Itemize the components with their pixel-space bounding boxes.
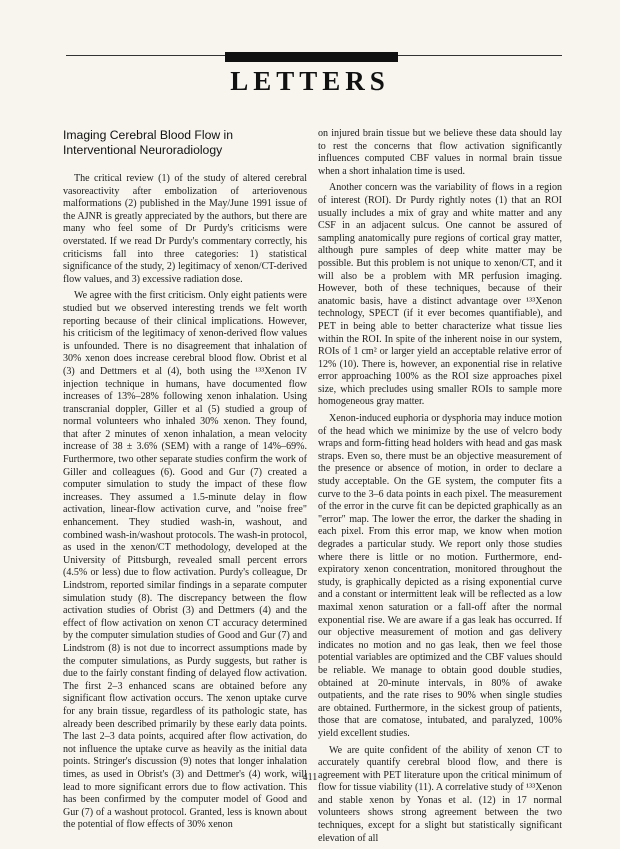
left-column bbox=[63, 128, 307, 836]
article-title: Imaging Cerebral Blood Flow in Interventional Neuroradiology bbox=[63, 128, 234, 157]
paragraph: Xenon-induced euphoria or dysphoria may induce motion of the head which we minimize by the use of velcro body wraps and form-fitting head holders with head and gas mask straps. Even so, there must be an objective measurement of the presence or absence of motion, in order to declare a study acceptable. On the GE system, the computer fits a curve to the 3–6 data points in each pixel. The measurement of the error in the curve fit can be depicted graphically as an "error" map. The lower the error, the darker the shading in each pixel. From this error map, we know when motion degrades a particular study. We report only those studies where there is little or no motion. Furthermore, end-expiratory xenon concentration, monitored throughout the study, is graphically depicted as a rising exponential curve and a constant or intermittent leak will be reflected as a low maximal xenon saturation or a fall-off after the normal exponential rise. We are aware if a gas leak has occurred. If our objective measurement of motion and gas delivery indicates no motion and no gas leak, then we feel those potential variables are optimized and the CBF values should be reliable. We manage to obtain good double studies, obtained at 20-minute intervals, in 80% of awake outpatients, and the rate rises to 90% when single studies are obtained. Furthermore, in the sickest group of patients, those that are comatose, intubated, and paralyzed, 100% yield excellent studies. bbox=[318, 413, 562, 739]
right-column bbox=[318, 128, 562, 849]
paragraph: We agree with the first criticism. Only eight patients were studied but we observed interesting trends we felt worth reporting because of their clinical implications. However, his criticism of the legitimacy of xenon-derived flow values is unfounded. There is no disagreement that inhalation of 30% xenon does increase cerebral blood flow. Obrist et al (3) and Dettmers et al (4), both using the ¹³³Xenon IV injection technique in humans, have documented flow increases of 13%–28% following xenon inhalation. Using transcranial doppler, Giller et al (5) studied a group of normal volunteers who inhaled 30% xenon. They found, that after 2 minutes of xenon inhalation, a mean velocity increase of 38 ± 3.6% (SEM) with a range of 14%–69%. Furthermore, two other separate studies confirm the work of Giller and colleagues (6). Good and Gur (7) created a computer simulation to study the impact of these flow increases. They assumed a 1.5-minute delay in flow activation, linear-flow activation curve, and "noise free" enhancement. They studied wash-in, washout, and combined wash-in/washout protocols. The wash-in protocol, as used in the xenon/CT methodology, developed at the University of Pittsburgh, revealed small percent errors (4.5% or less) due to flow activation. Purdy's colleague, Dr Lindstrom, reported similar findings in a separate computer simulation study (8). The discrepancy between the flow activation studies of Obrist (3) and Dettmers (4) and the effect of flow activation on xenon CT accuracy determined by the computer simulation studies of Good and Gur (7) and Lindstrom (8) is not due to incorrect assumptions made by the computer simulations, as Purdy suggests, but rather is due to the fairly constant finding of delayed flow activation. The first 2–3 enhanced scans are obtained before any significant flow activation occurs. The xenon uptake curve for any brain tissue, regardless of its pathologic state, has already been described primarily by these early data points. The last 2–3 data points, acquired after flow activation, do not influence the uptake curve as heavily as the initial data points. Stringer's discussion (9) notes that longer inhalation times, as used in Obrist's (3) and Dettmer's (4) work, will lead to more significant errors due to flow activation. This has been confirmed by the computer model of Good and Gur (7) of a washout protocol. Granted, less is known about the potential of flow effects of 30% xenon bbox=[63, 290, 307, 831]
paragraph: The critical review (1) of the study of altered cerebral vasoreactivity after embolization of arteriovenous malformations (2) published in the May/June 1991 issue of the AJNR is greatly appreciated by the authors, but there are many who feel some of Dr Purdy's criticisms were overstated. If we read Dr Purdy's commentary correctly, his criticisms fall into three categories: 1) statistical significance of the study, 2) legitimacy of xenon/CT-derived flow values, and 3) excessive radiation dose. bbox=[63, 173, 307, 285]
paragraph: on injured brain tissue but we believe these data should lay to rest the concerns that flow activation significantly influences computed CBF values in normal brain tissue when a short inhalation time is used. bbox=[318, 128, 562, 177]
paragraph: Another concern was the variability of flows in a region of interest (ROI). Dr Purdy rightly notes (1) that an ROI usually includes a mix of gray and white matter and any CSF in an adjacent sulcus. One cannot be assured of sampling anatomically pure regions of cortical gray matter, although pure samples of deep white matter may be possible. But this problem is not unique to xenon/CT, and it will also be a problem with MR perfusion imaging. However, both of these techniques, because of their anatomic basis, have a distinct advantage over ¹³³Xenon technology, SPECT (if it ever becomes quantifiable), and PET in being able to better characterize what tissue lies within the ROI. In spite of the inherent noise in our system, ROIs of 1 cm² or larger yield an acceptable relative error of 12% (10). There is, however, an exponential rise in relative error approaching 100% as the ROI size approaches pixel size, which precludes using smaller ROIs to sample more homogeneous gray matter. bbox=[318, 182, 562, 408]
page-number: 411 bbox=[302, 772, 318, 783]
paragraph: We are quite confident of the ability of xenon CT to accurately quantify cerebral blood flow, and there is agreement with PET literature upon the critical minimum of flow for tissue viability (11). A correlative study of ¹³³Xenon and stable xenon by Yonas et al. (12) in 17 normal volunteers shows strong agreement between the two techniques, except for a slight but statistically significant elevation of all bbox=[318, 744, 562, 844]
header-thick-rule bbox=[225, 52, 398, 62]
section-heading: LETTERS bbox=[230, 66, 390, 96]
